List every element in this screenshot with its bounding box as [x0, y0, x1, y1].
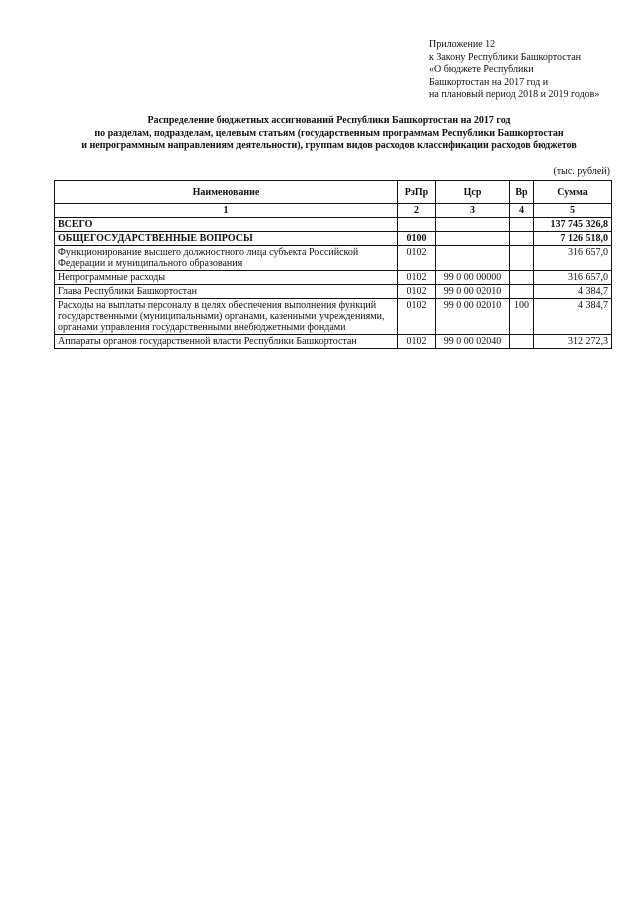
row-rzpr: 0102 [398, 299, 436, 335]
column-number: 3 [436, 204, 510, 218]
column-number-row [55, 204, 612, 218]
row-rzpr: 0102 [398, 335, 436, 349]
row-csr: 99 0 00 02010 [436, 299, 510, 335]
title-line: Распределение бюджетных ассигнований Республики Башкортостан на 2017 год [147, 115, 511, 126]
row-rzpr: 0102 [398, 285, 436, 299]
row-vr [510, 232, 534, 246]
table-row [55, 271, 612, 285]
column-number: 1 [55, 204, 398, 218]
table-row [55, 232, 612, 246]
row-rzpr: 0100 [398, 232, 436, 246]
row-csr [436, 218, 510, 232]
table-row [55, 285, 612, 299]
row-vr [510, 335, 534, 349]
row-csr [436, 246, 510, 271]
header-rzpr: РзПр [398, 181, 436, 204]
row-vr [510, 246, 534, 271]
appendix-line: на плановый период 2018 и 2019 годов» [429, 89, 600, 100]
row-name: Расходы на выплаты персоналу в целях обеспечения выполнения функций государственными (муниципальными) органами, казенными учреждениями, органами управления государственными внебюджетными фондами [55, 299, 398, 335]
table-row [55, 246, 612, 271]
row-sum: 316 657,0 [534, 271, 612, 285]
header-vr: Вр [510, 181, 534, 204]
appendix-line: к Закону Республики Башкортостан [429, 51, 581, 63]
row-csr: 99 0 00 02010 [436, 285, 510, 299]
header-csr: Цср [436, 181, 510, 204]
row-csr: 99 0 00 00000 [436, 271, 510, 285]
row-sum: 7 126 518,0 [534, 232, 612, 246]
table-row [55, 335, 612, 349]
header-sum: Сумма [534, 181, 612, 204]
appendix-line: Башкортостан на 2017 год и [429, 76, 549, 88]
row-name: Непрограммные расходы [55, 271, 398, 285]
appendix-line: Приложение 12 [429, 39, 496, 50]
row-sum: 4 384,7 [534, 285, 612, 299]
row-name: ОБЩЕГОСУДАРСТВЕННЫЕ ВОПРОСЫ [55, 232, 398, 246]
row-sum: 312 272,3 [534, 335, 612, 349]
appendix-note [429, 39, 599, 102]
row-csr [436, 232, 510, 246]
row-name: Аппараты органов государственной власти Республики Башкортостан [55, 335, 398, 349]
header-name: Наименование [55, 181, 398, 204]
title-line: по разделам, подразделам, целевым статьям (государственным программам Республики Башкортостан [94, 127, 564, 139]
row-sum: 4 384,7 [534, 299, 612, 335]
column-number: 5 [534, 204, 612, 218]
row-rzpr [398, 218, 436, 232]
row-vr [510, 218, 534, 232]
title-line: и непрограммным направлениям деятельности), группам видов расходов классификации расходов бюджетов [81, 140, 577, 151]
budget-table [54, 180, 612, 349]
table-row [55, 218, 612, 232]
row-vr: 100 [510, 299, 534, 335]
row-rzpr: 0102 [398, 271, 436, 285]
row-name: ВСЕГО [55, 218, 398, 232]
document-title [40, 115, 618, 153]
row-rzpr: 0102 [398, 246, 436, 271]
column-number: 4 [510, 204, 534, 218]
units-label: (тыс. рублей) [553, 166, 610, 177]
row-name: Глава Республики Башкортостан [55, 285, 398, 299]
row-sum: 316 657,0 [534, 246, 612, 271]
appendix-line: «О бюджете Республики [429, 64, 534, 75]
row-sum: 137 745 326,8 [534, 218, 612, 232]
row-csr: 99 0 00 02040 [436, 335, 510, 349]
row-vr [510, 285, 534, 299]
header-row [55, 181, 612, 204]
row-name: Функционирование высшего должностного лица субъекта Российской Федерации и муниципального образования [55, 246, 398, 271]
table-row [55, 299, 612, 335]
row-vr [510, 271, 534, 285]
column-number: 2 [398, 204, 436, 218]
